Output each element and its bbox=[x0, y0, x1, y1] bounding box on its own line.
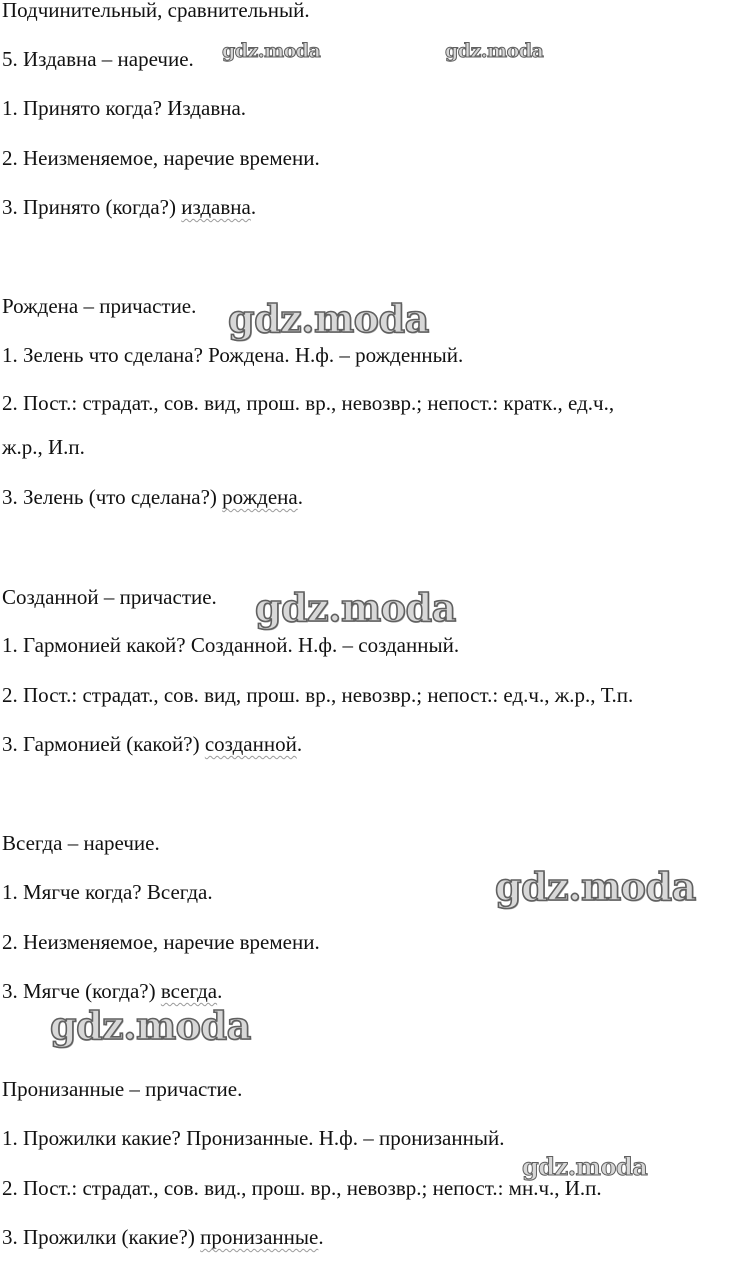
text-line bbox=[2, 731, 302, 757]
heading-participle-pronizannye: Пронизанные – причастие. bbox=[2, 1077, 243, 1101]
watermark-logo: gdz.moda bbox=[222, 40, 321, 62]
watermark-logo: gdz.moda bbox=[255, 585, 456, 630]
watermark-logo: gdz.moda bbox=[445, 40, 544, 62]
text-fragment: . bbox=[296, 732, 303, 756]
underlined-word: созданной bbox=[204, 732, 297, 756]
underlined-word: пронизанные bbox=[200, 1225, 319, 1249]
watermark-logo: gdz.moda bbox=[522, 1152, 648, 1181]
text-fragment: 3. Прожилки (какие?) bbox=[2, 1225, 201, 1249]
text-line: ж.р., И.п. bbox=[2, 435, 85, 459]
text-fragment: . bbox=[297, 485, 303, 509]
text-line bbox=[2, 194, 256, 220]
underlined-word: издавна bbox=[181, 195, 251, 219]
text-line bbox=[2, 978, 222, 1004]
text-line: Подчинительный, сравнительный. bbox=[2, 0, 310, 22]
text-line: 2. Пост.: страдат., сов. вид, прош. вр., невозвр.; непост.: ед.ч., ж.р., Т.п. bbox=[2, 683, 634, 707]
watermark-logo: gdz.moda bbox=[495, 864, 696, 909]
heading-adverb-izdavna: 5. Издавна – наречие. bbox=[2, 47, 194, 71]
text-line bbox=[2, 1224, 324, 1250]
text-line: 2. Пост.: страдат., сов. вид, прош. вр., невозвр.; непост.: кратк., ед.ч., bbox=[2, 391, 615, 415]
text-line: 1. Прожилки какие? Пронизанные. Н.ф. – пронизанный. bbox=[2, 1126, 505, 1150]
text-line: 1. Принято когда? Издавна. bbox=[2, 96, 247, 120]
text-fragment: 3. Зелень (что сделана?) bbox=[2, 485, 223, 509]
text-line: 1. Зелень что сделана? Рождена. Н.ф. – рожденный. bbox=[2, 343, 464, 367]
text-line: 2. Неизменяемое, наречие времени. bbox=[2, 146, 320, 170]
text-fragment: . bbox=[318, 1225, 324, 1249]
text-line: 2. Неизменяемое, наречие времени. bbox=[2, 930, 320, 954]
heading-adverb-vsegda: Всегда – наречие. bbox=[2, 831, 160, 855]
text-line: 1. Мягче когда? Всегда. bbox=[2, 880, 213, 904]
underlined-word: рождена bbox=[222, 485, 298, 509]
heading-participle-sozdannoy: Созданной – причастие. bbox=[2, 585, 217, 609]
text-fragment: 3. Гармонией (какой?) bbox=[2, 732, 205, 756]
text-fragment: 3. Принято (когда?) bbox=[2, 195, 182, 219]
text-fragment: . bbox=[217, 979, 223, 1003]
watermark-logo: gdz.moda bbox=[50, 1003, 251, 1048]
text-fragment: . bbox=[250, 195, 257, 219]
heading-participle-rozhdena: Рождена – причастие. bbox=[2, 294, 197, 318]
underlined-word: всегда bbox=[160, 979, 218, 1003]
watermark-logo: gdz.moda bbox=[228, 296, 429, 341]
text-line: 2. Пост.: страдат., сов. вид., прош. вр., невозвр.; непост.: мн.ч., И.п. bbox=[2, 1176, 602, 1200]
text-fragment: 3. Мягче (когда?) bbox=[2, 979, 161, 1003]
text-line: 1. Гармонией какой? Созданной. Н.ф. – созданный. bbox=[2, 633, 460, 657]
text-line bbox=[2, 484, 303, 510]
